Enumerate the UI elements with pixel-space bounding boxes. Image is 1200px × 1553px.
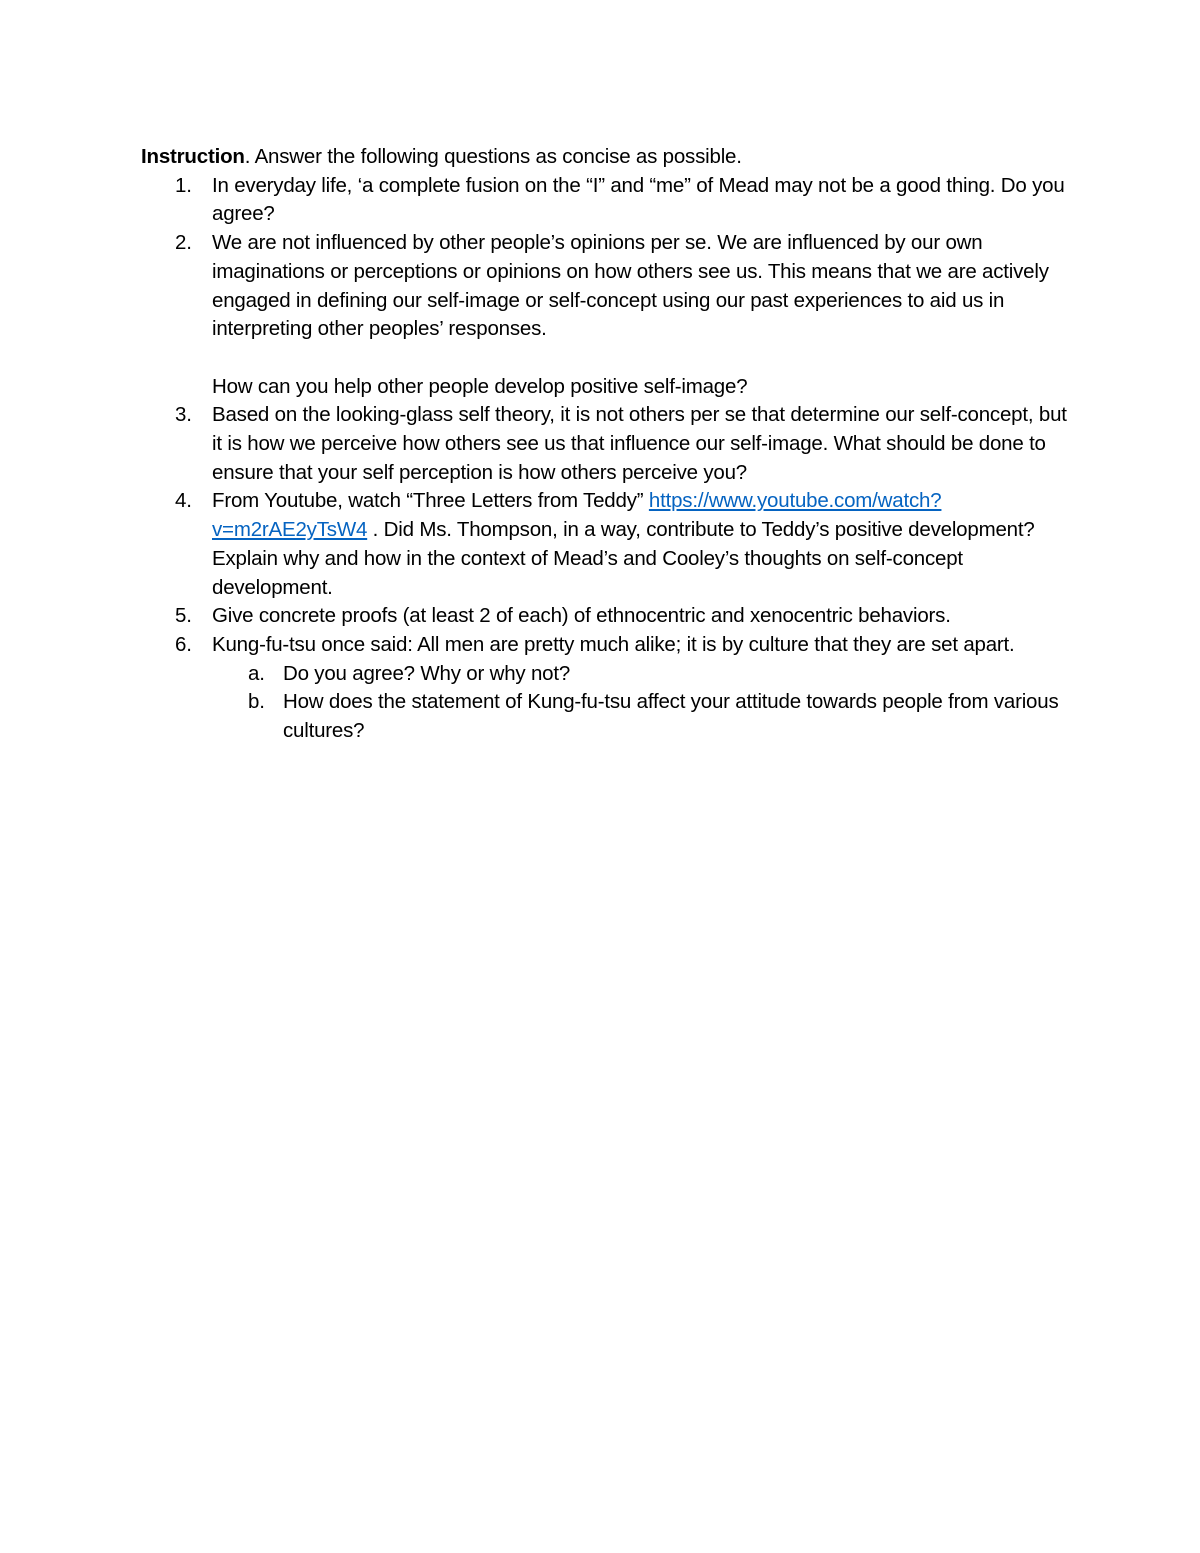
question-number: 5. xyxy=(175,604,192,628)
subquestion-item-b xyxy=(212,688,1071,745)
question-text: In everyday life, ‘a complete fusion on the “I” and “me” of Mead may not be a good thing. Do you agree? xyxy=(212,173,1065,226)
question-text: We are not influenced by other people’s opinions per se. We are influenced by our own imaginations or perceptions or opinions on how others see us. This means that we are actively engaged in defining our self-image or self-concept using our past experiences to aid us in interpreting other peoples’ responses. xyxy=(212,231,1049,341)
subquestion-item-a xyxy=(212,660,1071,689)
question-item-1 xyxy=(141,172,1071,229)
instruction-line xyxy=(141,143,1071,172)
question-item-6 xyxy=(141,631,1071,746)
question-item-5 xyxy=(141,602,1071,631)
instruction-text: . Answer the following questions as concise as possible. xyxy=(244,145,742,168)
question-text: Kung-fu-tsu once said: All men are pretty much alike; it is by culture that they are set apart. xyxy=(212,632,1015,656)
document-body xyxy=(141,143,1071,746)
question-text-after-link: . Did Ms. Thompson, in a way, contribute to Teddy’s positive development? Explain why and how in the context of Mead’s and Cooley’s thoughts on self-concept development. xyxy=(212,518,1035,599)
subquestion-text: Do you agree? Why or why not? xyxy=(283,661,571,685)
question-text: Give concrete proofs (at least 2 of each) of ethnocentric and xenocentric behaviors. xyxy=(212,604,951,628)
subquestion-letter: b. xyxy=(248,690,265,714)
question-item-3 xyxy=(141,401,1071,487)
question-number: 6. xyxy=(175,632,192,656)
question-text xyxy=(212,487,1071,602)
instruction-label: Instruction xyxy=(141,145,245,168)
question-item-4 xyxy=(141,487,1071,602)
question-followup-text: How can you help other people develop positive self-image? xyxy=(212,374,748,398)
question-number: 4. xyxy=(175,489,192,513)
paragraph-spacer xyxy=(212,344,1071,373)
subquestion-text: How does the statement of Kung-fu-tsu affect your attitude towards people from various cultures? xyxy=(283,690,1059,743)
question-number: 1. xyxy=(175,173,192,197)
question-number: 3. xyxy=(175,403,192,427)
question-text: Based on the looking-glass self theory, it is not others per se that determine our self-concept, but it is how we perceive how others see us that influence our self-image. What should be done to ensure that your self perception is how others perceive you? xyxy=(212,403,1067,484)
question-item-2 xyxy=(141,229,1071,401)
subquestion-letter: a. xyxy=(248,661,265,685)
question-list xyxy=(141,172,1071,746)
question-text-before-link: From Youtube, watch “Three Letters from Teddy” xyxy=(212,489,649,513)
question-number: 2. xyxy=(175,231,192,255)
subquestion-list xyxy=(212,660,1071,746)
youtube-link[interactable]: https://www.youtube.com/watch?v=m2rAE2yTsW4 xyxy=(212,489,942,542)
